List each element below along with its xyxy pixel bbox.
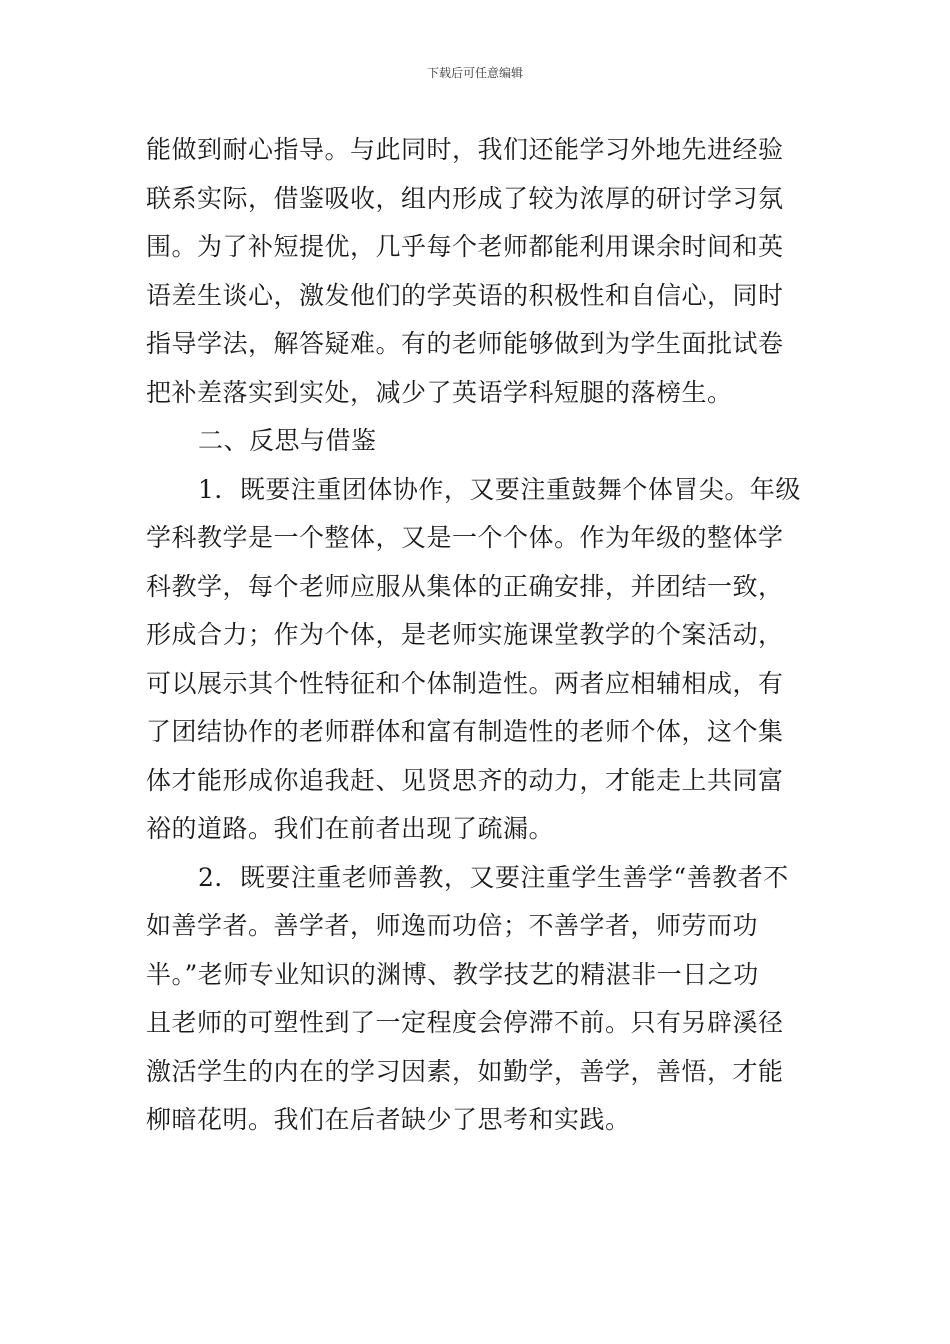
document-body bbox=[146, 126, 816, 1145]
text-line: 形成合力；作为个体，是老师实施课堂教学的个案活动， bbox=[146, 620, 784, 649]
text-line: 把补差落实到实处，减少了英语学科短腿的落榜生。 bbox=[146, 377, 733, 407]
text-line: 联系实际，借鉴吸收，组内形成了较为浓厚的研讨学习氛 bbox=[146, 183, 784, 213]
text-line: 语差生谈心，激发他们的学英语的积极性和自信心，同时 bbox=[146, 280, 784, 310]
text-line: 围。为了补短提优，几乎每个老师都能利用课余时间和英 bbox=[146, 232, 784, 261]
text-line: 且老师的可塑性到了一定程度会停滞不前。只有另辟溪径 bbox=[146, 1008, 784, 1037]
text-line: 指导学法，解答疑难。有的老师能够做到为学生面批试卷 bbox=[146, 329, 784, 358]
text-line: 能做到耐心指导。与此同时，我们还能学习外地先进经验 bbox=[146, 135, 784, 164]
text-line: 了团结协作的老师群体和富有制造性的老师个体，这个集 bbox=[146, 717, 784, 746]
text-line: 如善学者。善学者，师逸而功倍；不善学者，师劳而功 bbox=[146, 911, 759, 940]
section-heading: 二、反思与借鉴 bbox=[198, 426, 377, 455]
page-header: 下载后可任意编辑 bbox=[426, 66, 523, 80]
text-line: 柳暗花明。我们在后者缺少了思考和实践。 bbox=[146, 1105, 631, 1134]
text-line: 可以展示其个性特征和个体制造性。两者应相辅相成，有 bbox=[146, 668, 784, 698]
text-line: 半。”老师专业知识的渊博、教学技艺的精湛非一日之功 bbox=[146, 959, 759, 989]
text-line: 体才能形成你追我赶、见贤思齐的动力，才能走上共同富 bbox=[146, 765, 784, 795]
paragraph-first-line: 1．既要注重团体协作，又要注重鼓舞个体冒尖。年级 bbox=[198, 474, 801, 504]
text-line: 科教学，每个老师应服从集体的正确安排，并团结一致， bbox=[146, 571, 784, 601]
text-line: 激活学生的内在的学习因素，如勤学，善学，善悟，才能 bbox=[146, 1056, 784, 1086]
text-line: 学科教学是一个整体，又是一个个体。作为年级的整体学 bbox=[146, 523, 784, 552]
paragraph-first-line: 2．既要注重老师善教，又要注重学生善学“善教者不 bbox=[198, 862, 789, 892]
text-line: 裕的道路。我们在前者出现了疏漏。 bbox=[146, 814, 555, 843]
